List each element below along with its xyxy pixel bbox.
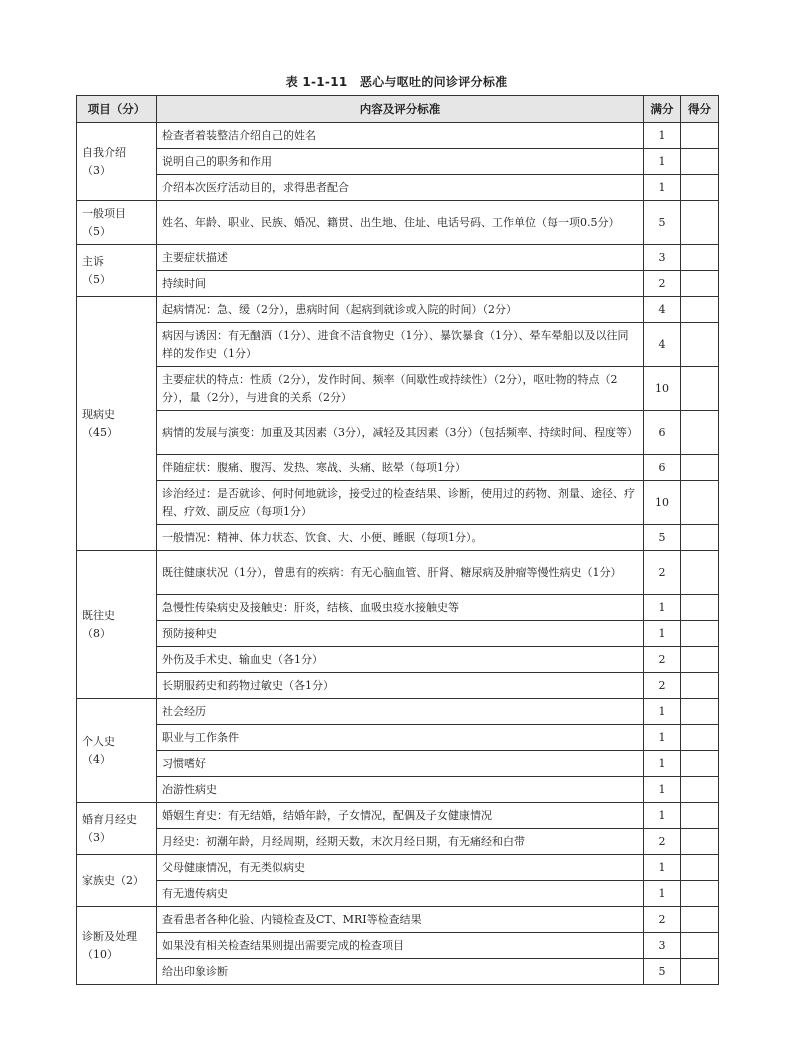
full-score-cell: 6: [644, 455, 681, 481]
table-row: [77, 367, 719, 411]
criteria-cell: 父母健康情况，有无类似病史: [157, 855, 644, 881]
score-input-cell[interactable]: [681, 959, 719, 985]
category-points: （8）: [82, 626, 111, 640]
category-name: 既往史: [82, 608, 115, 622]
score-input-cell[interactable]: [681, 323, 719, 367]
score-input-cell[interactable]: [681, 525, 719, 551]
criteria-cell: 习惯嗜好: [157, 751, 644, 777]
criteria-cell: 持续时间: [157, 271, 644, 297]
full-score-cell: 2: [644, 551, 681, 595]
table-row: [77, 175, 719, 201]
criteria-cell: 起病情况：急、缓（2分），患病时间（起病到就诊或入院的时间）（2分）: [157, 297, 644, 323]
table-row: [77, 271, 719, 297]
full-score-cell: 3: [644, 933, 681, 959]
score-input-cell[interactable]: [681, 647, 719, 673]
criteria-cell: 如果没有相关检查结果则提出需要完成的检查项目: [157, 933, 644, 959]
category-name: 家族史（2）: [82, 873, 144, 887]
full-score-cell: 1: [644, 777, 681, 803]
category-points: （3）: [82, 163, 111, 177]
score-input-cell[interactable]: [681, 855, 719, 881]
criteria-cell: 给出印象诊断: [157, 959, 644, 985]
category-name: 一般项目: [82, 206, 126, 220]
full-score-cell: 1: [644, 881, 681, 907]
table-row: [77, 201, 719, 245]
scoring-table: [76, 95, 719, 985]
category-points: （4）: [82, 752, 111, 766]
full-score-cell: 1: [644, 699, 681, 725]
full-score-cell: 1: [644, 725, 681, 751]
table-row: [77, 751, 719, 777]
table-row: [77, 855, 719, 881]
category-cell: [77, 907, 157, 985]
full-score-cell: 1: [644, 123, 681, 149]
score-input-cell[interactable]: [681, 367, 719, 411]
category-name: 个人史: [82, 734, 115, 748]
table-row: [77, 621, 719, 647]
criteria-cell: 长期服药史和药物过敏史（各1分）: [157, 673, 644, 699]
full-score-cell: 1: [644, 621, 681, 647]
score-input-cell[interactable]: [681, 271, 719, 297]
category-points: （10）: [82, 947, 118, 961]
table-row: [77, 959, 719, 985]
table-row: [77, 481, 719, 525]
score-input-cell[interactable]: [681, 699, 719, 725]
score-input-cell[interactable]: [681, 673, 719, 699]
category-cell: [77, 123, 157, 201]
full-score-cell: 2: [644, 829, 681, 855]
category-cell: [77, 201, 157, 245]
full-score-cell: 4: [644, 297, 681, 323]
table-row: [77, 245, 719, 271]
table-row: [77, 933, 719, 959]
criteria-cell: 姓名、年龄、职业、民族、婚况、籍贯、出生地、住址、电话号码、工作单位（每一项0.5分）: [157, 201, 644, 245]
criteria-cell: 有无遗传病史: [157, 881, 644, 907]
category-cell: [77, 803, 157, 855]
score-input-cell[interactable]: [681, 455, 719, 481]
table-row: [77, 149, 719, 175]
full-score-cell: 1: [644, 149, 681, 175]
score-input-cell[interactable]: [681, 297, 719, 323]
table-row: [77, 411, 719, 455]
table-row: [77, 907, 719, 933]
table-row: [77, 673, 719, 699]
score-input-cell[interactable]: [681, 201, 719, 245]
header-row: [77, 96, 719, 123]
score-input-cell[interactable]: [681, 777, 719, 803]
criteria-cell: 说明自己的职务和作用: [157, 149, 644, 175]
table-row: [77, 725, 719, 751]
criteria-cell: 伴随症状：腹痛、腹泻、发热、寒战、头痛、眩晕（每项1分）: [157, 455, 644, 481]
criteria-cell: 职业与工作条件: [157, 725, 644, 751]
score-input-cell[interactable]: [681, 933, 719, 959]
category-cell: [77, 551, 157, 699]
score-input-cell[interactable]: [681, 751, 719, 777]
criteria-cell: 社会经历: [157, 699, 644, 725]
criteria-cell: 外伤及手术史、输血史（各1分）: [157, 647, 644, 673]
full-score-cell: 1: [644, 175, 681, 201]
category-cell: [77, 245, 157, 297]
score-input-cell[interactable]: [681, 907, 719, 933]
category-points: （3）: [82, 830, 111, 844]
full-score-cell: 1: [644, 751, 681, 777]
full-score-cell: 2: [644, 673, 681, 699]
full-score-cell: 10: [644, 367, 681, 411]
criteria-cell: 婚姻生育史：有无结婚，结婚年龄，子女情况，配偶及子女健康情况: [157, 803, 644, 829]
score-input-cell[interactable]: [681, 725, 719, 751]
criteria-cell: 预防接种史: [157, 621, 644, 647]
criteria-cell: 介绍本次医疗活动目的，求得患者配合: [157, 175, 644, 201]
full-score-cell: 3: [644, 245, 681, 271]
score-input-cell[interactable]: [681, 803, 719, 829]
category-name: 婚育月经史: [82, 812, 137, 826]
table-row: [77, 699, 719, 725]
criteria-cell: 诊治经过：是否就诊、何时何地就诊，接受过的检查结果、诊断，使用过的药物、剂量、途径、疗程、疗效、副反应（每项1分）: [157, 481, 644, 525]
table-row: [77, 297, 719, 323]
full-score-cell: 2: [644, 271, 681, 297]
category-points: （5）: [82, 272, 111, 286]
score-input-cell[interactable]: [681, 595, 719, 621]
full-score-cell: 2: [644, 907, 681, 933]
full-score-cell: 5: [644, 525, 681, 551]
score-input-cell[interactable]: [681, 621, 719, 647]
category-name: 诊断及处理: [82, 929, 137, 943]
table-row: [77, 323, 719, 367]
criteria-cell: 冶游性病史: [157, 777, 644, 803]
category-cell: [77, 699, 157, 803]
score-input-cell[interactable]: [681, 245, 719, 271]
full-score-cell: 1: [644, 595, 681, 621]
full-score-cell: 6: [644, 411, 681, 455]
table-title: 表 1-1-11 恶心与呕吐的问诊评分标准: [285, 75, 508, 89]
category-cell: [77, 297, 157, 551]
criteria-cell: 主要症状描述: [157, 245, 644, 271]
criteria-cell: 月经史：初潮年龄，月经周期，经期天数，末次月经日期，有无痛经和白带: [157, 829, 644, 855]
header-content: 内容及评分标准: [157, 96, 644, 123]
criteria-cell: 查看患者各种化验、内镜检查及CT、MRI等检查结果: [157, 907, 644, 933]
table-row: [77, 595, 719, 621]
score-input-cell[interactable]: [681, 411, 719, 455]
table-row: [77, 455, 719, 481]
criteria-cell: 主要症状的特点：性质（2分），发作时间、频率（间歇性或持续性）（2分），呕吐物的特点（2分），量（2分），与进食的关系（2分）: [157, 367, 644, 411]
score-input-cell[interactable]: [681, 881, 719, 907]
table-row: [77, 647, 719, 673]
header-full-score: 满分: [644, 96, 681, 123]
category-name: 主诉: [82, 254, 104, 268]
full-score-cell: 1: [644, 855, 681, 881]
full-score-cell: 1: [644, 803, 681, 829]
table-row: [77, 551, 719, 595]
criteria-cell: 病情的发展与演变：加重及其因素（3分），减轻及其因素（3分）（包括频率、持续时间、程度等）: [157, 411, 644, 455]
criteria-cell: 急慢性传染病史及接触史：肝炎，结核、血吸虫疫水接触史等: [157, 595, 644, 621]
criteria-cell: 一般情况：精神、体力状态、饮食、大、小便、睡眠（每项1分）。: [157, 525, 644, 551]
category-points: （5）: [82, 224, 111, 238]
full-score-cell: 5: [644, 959, 681, 985]
score-input-cell[interactable]: [681, 123, 719, 149]
table-row: [77, 123, 719, 149]
full-score-cell: 4: [644, 323, 681, 367]
criteria-cell: 既往健康状况（1分），曾患有的疾病：有无心脑血管、肝肾、糖尿病及肿瘤等慢性病史（1分）: [157, 551, 644, 595]
header-item: 项目（分）: [77, 96, 157, 123]
score-input-cell[interactable]: [681, 149, 719, 175]
score-input-cell[interactable]: [681, 829, 719, 855]
score-input-cell[interactable]: [681, 481, 719, 525]
full-score-cell: 10: [644, 481, 681, 525]
header-score: 得分: [681, 96, 719, 123]
full-score-cell: 2: [644, 647, 681, 673]
table-row: [77, 525, 719, 551]
full-score-cell: 5: [644, 201, 681, 245]
table-row: [77, 777, 719, 803]
table-row: [77, 803, 719, 829]
category-name: 自我介绍: [82, 145, 126, 159]
criteria-cell: 病因与诱因：有无酗酒（1分）、进食不洁食物史（1分）、暴饮暴食（1分）、晕车晕船以及以往同样的发作史（1分）: [157, 323, 644, 367]
table-row: [77, 881, 719, 907]
category-cell: [77, 855, 157, 907]
criteria-cell: 检查者着装整洁介绍自己的姓名: [157, 123, 644, 149]
table-row: [77, 829, 719, 855]
category-points: （45）: [82, 425, 118, 439]
category-name: 现病史: [82, 407, 115, 421]
score-input-cell[interactable]: [681, 175, 719, 201]
score-input-cell[interactable]: [681, 551, 719, 595]
